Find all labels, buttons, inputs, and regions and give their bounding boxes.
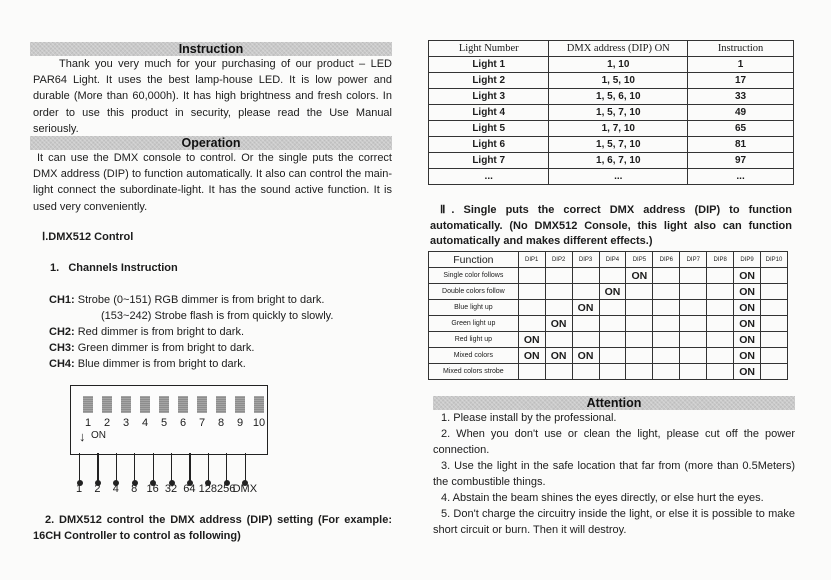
dip-state: ON [572,348,599,364]
dip-state [572,364,599,380]
dip-state [545,268,572,284]
dip-switch-number: 1 [84,417,92,429]
instruction-header: Instruction [30,42,392,56]
dip-state: ON [734,284,761,300]
dip-pin-line [226,453,227,483]
dip-switch [216,396,226,413]
dip-state [599,316,626,332]
table-cell: Light 7 [429,153,549,169]
dmx-address-table [428,40,794,185]
dip-state [626,300,653,316]
channel-text: Red dimmer is from bright to dark. [77,326,245,338]
dip-state [761,300,788,316]
table-row [429,73,794,89]
table-row [429,57,794,73]
column-header: DIP8 [707,252,734,268]
table-cell: 81 [688,137,794,153]
channel-label: CH1: [49,294,75,306]
table-cell: ... [688,169,794,185]
dip-state [599,268,626,284]
table-cell: Light 4 [429,105,549,121]
dip-state: ON [734,364,761,380]
dip-switch-number: 8 [217,417,225,429]
dip-state [761,284,788,300]
column-header: DIP4 [599,252,626,268]
column-header: DIP9 [734,252,761,268]
dip-state: ON [734,300,761,316]
dip-state [680,348,707,364]
function-name: Double colors follow [429,284,519,300]
table-row [429,332,788,348]
dip-switch [254,396,264,413]
column-header: Instruction [688,41,794,57]
dip-state: ON [518,348,545,364]
dip-state [572,284,599,300]
dip-state [545,364,572,380]
dip-switch [159,396,169,413]
table-cell: ... [549,169,688,185]
dip-state [653,332,680,348]
dip-state: ON [734,316,761,332]
table-cell: Light 6 [429,137,549,153]
table-cell: 1, 5, 7, 10 [549,137,688,153]
table-row [429,153,794,169]
dip-pin-value: 8 [131,483,138,495]
dip-pin-value: 4 [112,483,119,495]
dip-state [707,268,734,284]
attention-item: 4. Abstain the beam shines the eyes directly, or else hurt the eyes. [441,492,764,504]
operation-header: Operation [30,136,392,150]
channel-ch4 [49,356,246,372]
table-row [429,169,794,185]
table-cell: 1, 5, 6, 10 [549,89,688,105]
section-dmx512-control: Ⅰ.DMX512 Control [42,231,134,243]
table-cell: Light 5 [429,121,549,137]
dip-state [707,300,734,316]
table-cell: 1, 10 [549,57,688,73]
dip-switch-number: 2 [103,417,111,429]
table-row [429,300,788,316]
column-header: Function [429,252,519,268]
table-row [429,364,788,380]
dip-pin-value: 1 [75,483,83,495]
dip-switch [121,396,131,413]
dip-switch-number: 5 [160,417,168,429]
table-cell: Light 2 [429,73,549,89]
channel-label: CH3: [49,342,75,354]
channels-instruction-heading: 1. Channels Instruction [50,262,178,274]
dip-switch [140,396,150,413]
dip-state [653,364,680,380]
dip-switch-number: 4 [141,417,149,429]
dip-pin-line [134,453,135,483]
dip-state [680,364,707,380]
instruction-body: Thank you very much for your purchasing of our product – LED PAR64 Light. It uses the best lamp-house LED. It is low power and durable (More than 60,000h). It has high brightness and fresh colors. In order to use this product in security, please read the Use Manual seriously. [33,58,392,135]
dip-switch-diagram [70,385,268,455]
dip-state [653,348,680,364]
dip-state [545,284,572,300]
dip-switch [197,396,207,413]
table-row [429,89,794,105]
dip-state [572,332,599,348]
dip-state [518,268,545,284]
dip-state [518,316,545,332]
column-header: DIP5 [626,252,653,268]
dip-state [653,300,680,316]
table-row [429,105,794,121]
table-cell: 1, 7, 10 [549,121,688,137]
dip-pin-line [189,453,190,483]
channel-text: Blue dimmer is from bright to dark. [77,358,246,370]
dip-state [545,300,572,316]
table-cell: 1 [688,57,794,73]
dip-pin-value: 64 [183,483,196,495]
dip-state [707,316,734,332]
dip-pin-value: 256 [217,483,236,495]
section-single-auto: Ⅱ. Single puts the correct DMX address (DIP) to function automatically. (No DMX512 Console, this light also can function automatically and makes different effects.) [430,204,792,247]
table-cell: 1, 5, 10 [549,73,688,89]
dip-pin-line [153,453,154,483]
dip-pin-value: DMX [232,483,258,495]
dip-state [599,348,626,364]
channel-text: Strobe (0~151) RGB dimmer is from bright to dark. [77,294,325,306]
dip-state [545,332,572,348]
dip-state [572,316,599,332]
column-header: DIP7 [680,252,707,268]
attention-item: 1. Please install by the professional. [441,412,617,424]
dip-state [761,316,788,332]
dip-state [680,316,707,332]
dip-switch [83,396,93,413]
column-header: Light Number [429,41,549,57]
dip-state [761,348,788,364]
channel-label: CH2: [49,326,75,338]
function-name: Red light up [429,332,519,348]
function-dip-table [428,251,788,380]
dip-switch [235,396,245,413]
dip-state [680,284,707,300]
on-label: ON [91,430,106,441]
dip-state [572,268,599,284]
dip-state: ON [599,284,626,300]
dip-state [707,348,734,364]
table-row [429,284,788,300]
attention-header: Attention [433,396,795,410]
dip-state: ON [734,348,761,364]
dip-state [626,364,653,380]
dip-state [626,348,653,364]
dip-pin-value: 128 [198,483,217,495]
dip-state [761,332,788,348]
dip-switch [102,396,112,413]
dip-state [599,300,626,316]
column-header: DIP6 [653,252,680,268]
column-header: DIP1 [518,252,545,268]
dip-state: ON [518,332,545,348]
table-cell: 1, 6, 7, 10 [549,153,688,169]
dip-switch [178,396,188,413]
dip-state: ON [545,348,572,364]
function-name: Green light up [429,316,519,332]
dip-switch-number: 10 [252,417,266,429]
dip-pin-line [208,453,209,483]
dmx-setting-text: 2. DMX512 control the DMX address (DIP) setting (For example: 16CH Controller to control as following) [33,514,392,543]
dip-state [599,332,626,348]
dip-state: ON [734,332,761,348]
channel-ch2 [49,324,244,340]
table-row [429,121,794,137]
down-arrow-icon: ↓ [79,429,86,444]
table-cell: Light 1 [429,57,549,73]
column-header: DIP2 [545,252,572,268]
function-name: Mixed colors [429,348,519,364]
operation-body: It can use the DMX console to control. Or the single puts the correct DMX address (DIP) to function automatically. It also can control the main-light connect the subordinate-light. It has the sound active function. It is used very conveniently. [33,152,392,213]
column-header: DIP10 [761,252,788,268]
dip-pin-value: 2 [94,483,101,495]
attention-item: 3. Use the light in the safe location that far from (more than 0.5Meters) the combustible things. [433,460,795,488]
dip-state [626,284,653,300]
attention-item: 2. When you don't use or clean the light, please cut off the power connection. [433,428,795,456]
dip-switch-number: 3 [122,417,130,429]
dip-state: ON [626,268,653,284]
table-cell: 33 [688,89,794,105]
column-header: DMX address (DIP) ON [549,41,688,57]
dip-state [707,332,734,348]
column-header: DIP3 [572,252,599,268]
channel-text: (153~242) Strobe flash is from quickly to slowly. [101,310,334,322]
dip-pin-line [79,453,80,483]
dip-state [518,284,545,300]
dip-pin-line [171,453,172,483]
dip-state [518,364,545,380]
dip-state [653,284,680,300]
dip-state [761,364,788,380]
dip-state [680,300,707,316]
attention-list [433,410,795,538]
table-row [429,348,788,364]
table-row [429,268,788,284]
table-cell: 65 [688,121,794,137]
attention-item: 5. Don't charge the circuitry inside the light, or else it is possible to make short circuit or burn. Then it will destroy. [433,508,795,536]
dip-state [680,332,707,348]
channel-label: CH4: [49,358,75,370]
dip-state [653,268,680,284]
dip-pin-value: 16 [146,483,159,495]
dip-state [707,284,734,300]
dip-switch-number: 9 [236,417,244,429]
table-cell: 1, 5, 7, 10 [549,105,688,121]
dip-state [626,316,653,332]
table-row [429,316,788,332]
table-row [429,137,794,153]
function-name: Mixed colors strobe [429,364,519,380]
function-name: Blue light up [429,300,519,316]
table-cell: 17 [688,73,794,89]
dip-state [761,268,788,284]
dip-state: ON [734,268,761,284]
channel-text: Green dimmer is from bright to dark. [77,342,255,354]
table-cell: 97 [688,153,794,169]
dip-state [626,332,653,348]
table-cell: Light 3 [429,89,549,105]
table-cell: 49 [688,105,794,121]
dip-pin-value: 32 [164,483,178,495]
dip-pin-line [245,453,246,483]
dip-state [599,364,626,380]
dip-state [653,316,680,332]
dip-state: ON [572,300,599,316]
function-name: Single color follows [429,268,519,284]
table-cell: ... [429,169,549,185]
dip-state [518,300,545,316]
dip-switch-number: 7 [198,417,206,429]
dip-state [680,268,707,284]
dip-state: ON [545,316,572,332]
channel-ch1 [49,292,324,308]
dip-state [707,364,734,380]
dip-pin-line [116,453,117,483]
channel-ch3 [49,340,254,356]
dip-switch-number: 6 [179,417,187,429]
channel-ch1-cont [101,308,333,324]
dip-pin-line [97,453,98,483]
